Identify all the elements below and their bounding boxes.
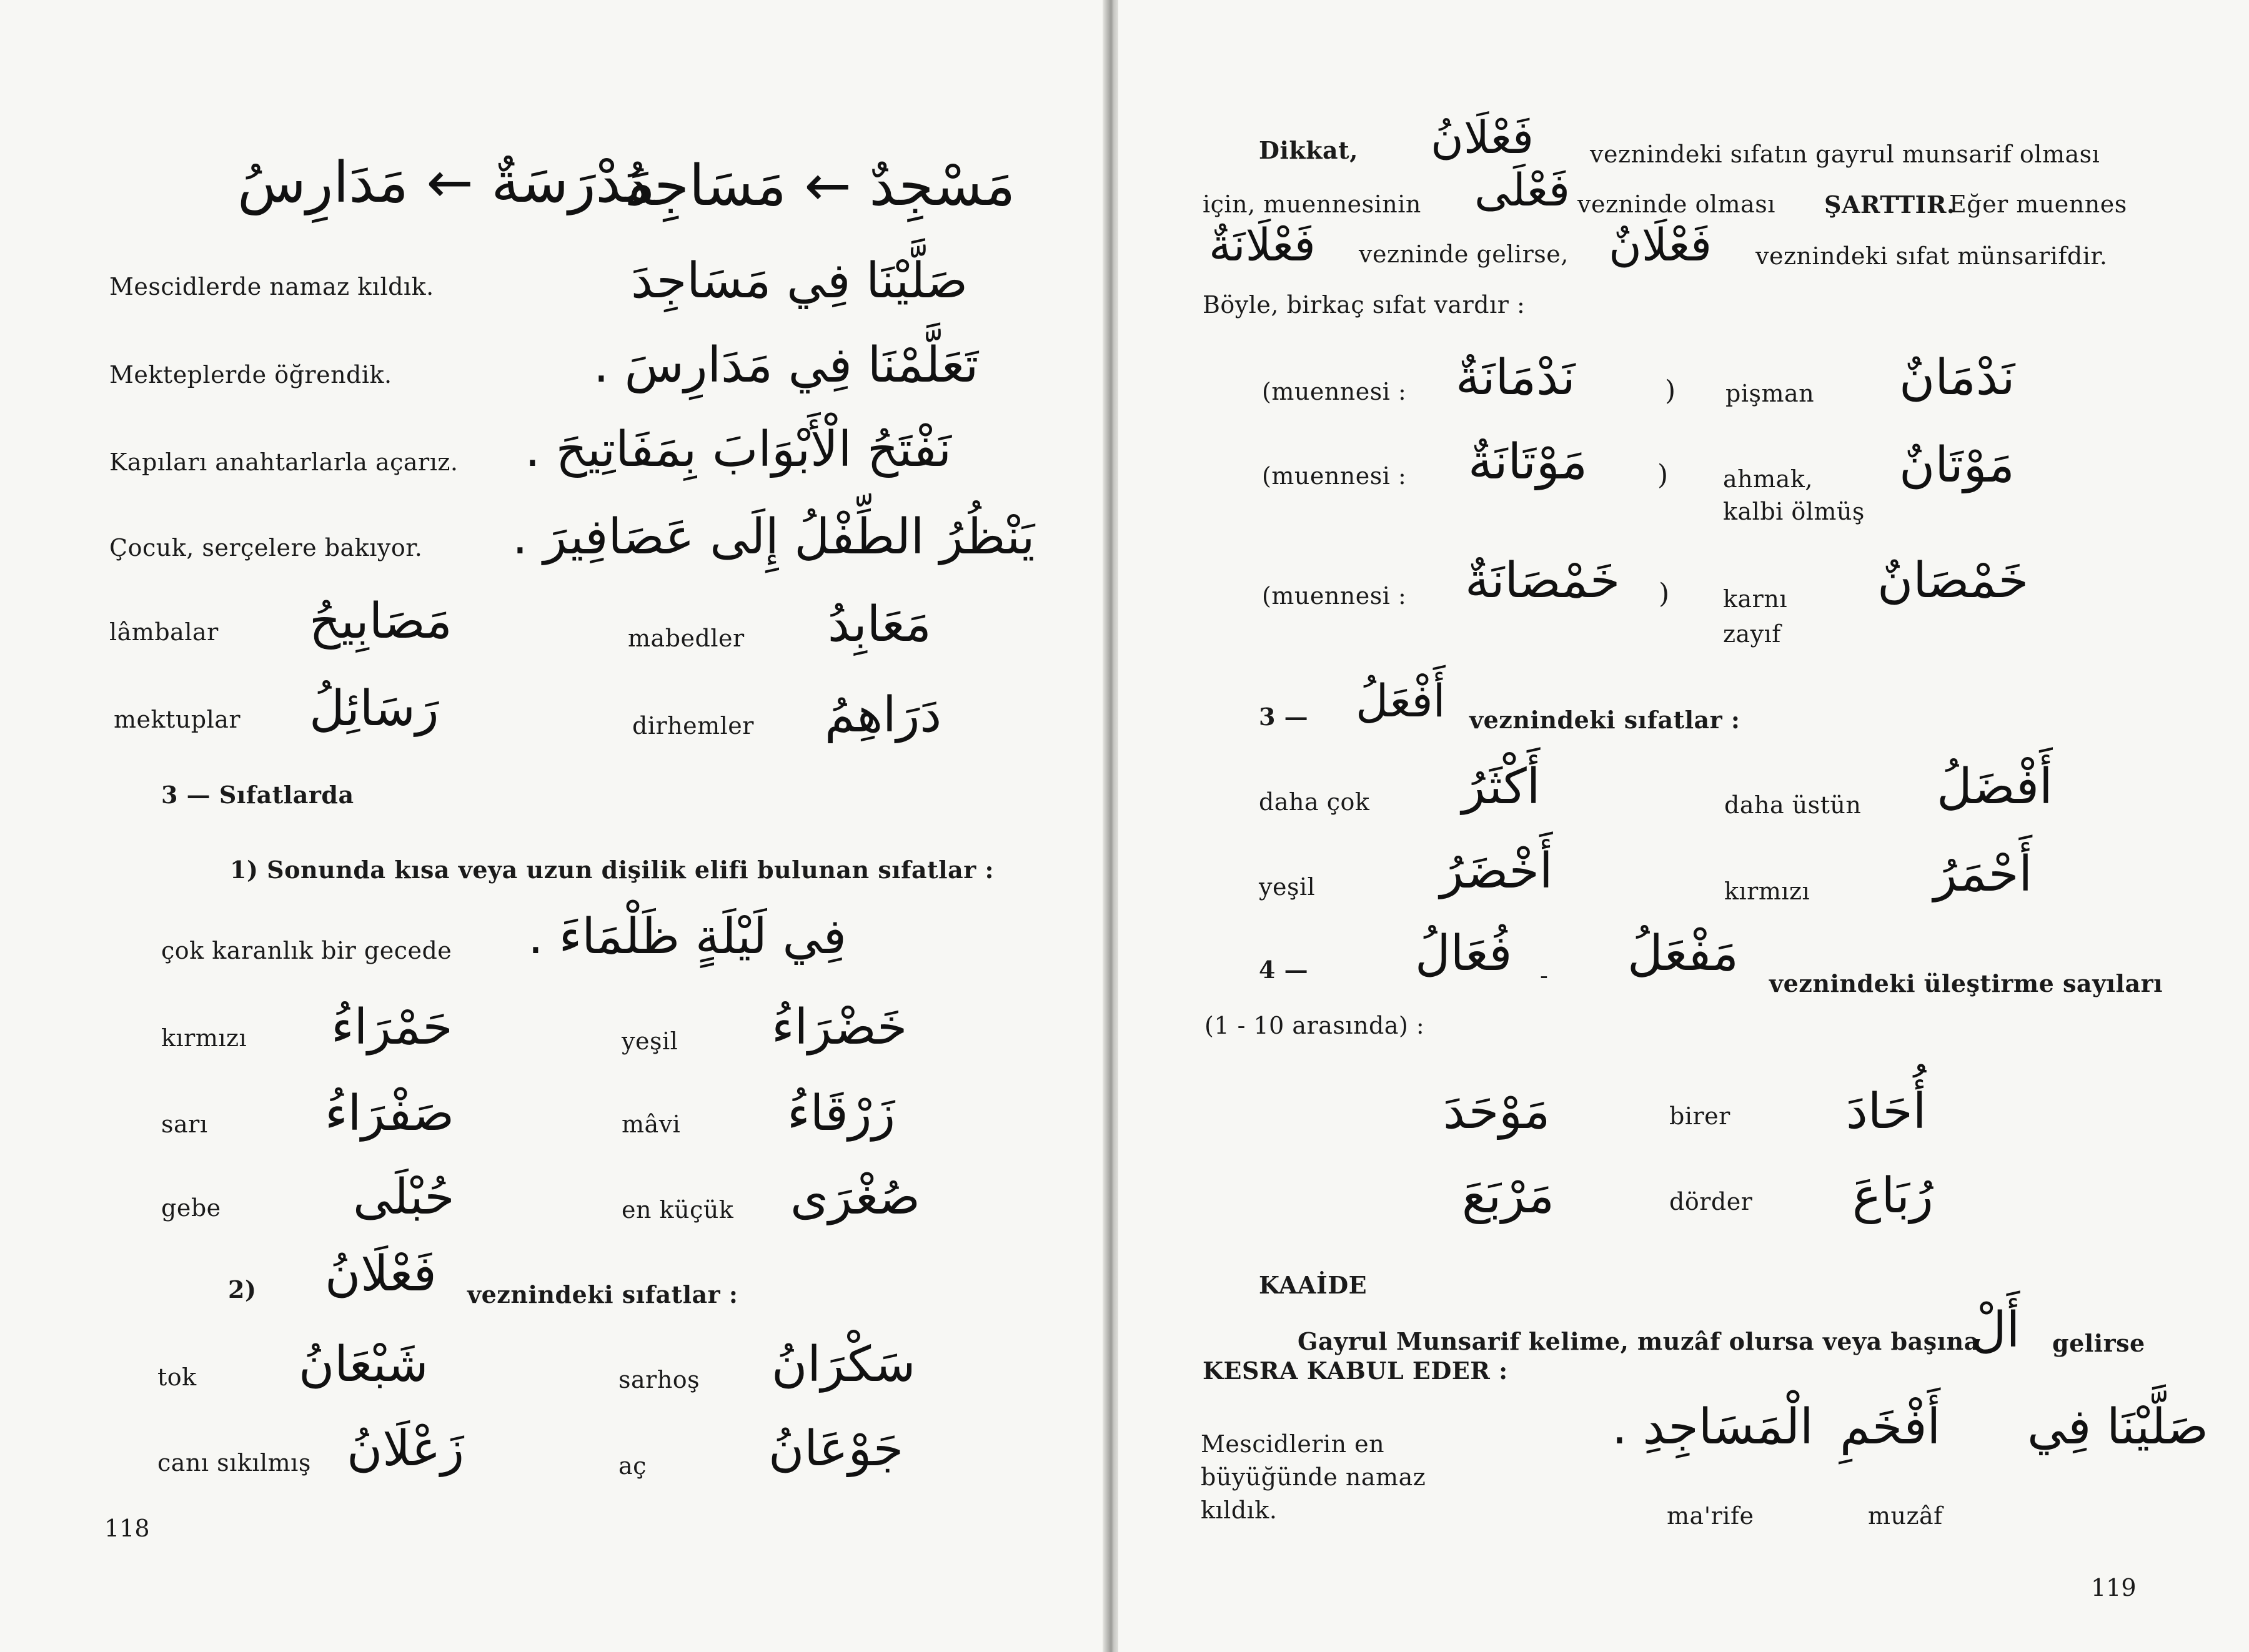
fa3lan-ar-shaban: شَبْعَانُ <box>299 1337 429 1393</box>
dikkat-label: Dikkat, <box>1259 136 1358 164</box>
kaide-gelirse: gelirse <box>2052 1329 2145 1357</box>
dikkat-text-1: veznindeki sıfatın gayrul munsarif olması <box>1590 141 2100 168</box>
muennes-fem-2: مَوْتَانَةٌ <box>1468 434 1588 490</box>
sentence-ar-1: صَلَّيْنَا فِي مَسَاجِدَ <box>631 253 968 309</box>
final-tr-1: Mescidlerin en <box>1201 1430 1385 1458</box>
adj-ar-hubla: حُبْلَى <box>353 1169 455 1225</box>
sentence-ar-2: تَعَلَّمْنَا فِي مَدَارِسَ . <box>593 337 979 393</box>
s3-text: veznindeki sıfatlar : <box>1469 706 1740 734</box>
muennes-paren-1: ) <box>1665 375 1676 407</box>
number-ar-uhad: أُحَادَ <box>1846 1084 1927 1140</box>
arabic-heading-mescid: مَسْجِدٌ ← مَسَاجِدُ <box>625 153 1016 219</box>
fa3lan-tr-cani-sikilmis: canı sıkılmış <box>157 1449 311 1476</box>
adj-tr-sari: sarı <box>161 1110 208 1138</box>
left-page <box>0 0 1106 1652</box>
dikkat-sart: ŞARTTIR. <box>1824 190 1955 219</box>
adj-tr-yesil: yeşil <box>622 1027 678 1055</box>
sentence-ar-3: نَفْتَحُ الْأَبْوَابَ بِمَفَاتِيحَ . <box>525 422 952 478</box>
adj-ar-hamra: حَمْرَاءُ <box>331 999 453 1056</box>
s4-ar-1: فُعَالُ <box>1415 926 1512 982</box>
kaide-line2: KESRA KABUL EDER : <box>1203 1357 1508 1385</box>
s4-dash: - <box>1540 962 1549 989</box>
s4-range: (1 - 10 arasında) : <box>1204 1012 1425 1039</box>
adj-ar-sugra: صُغْرَى <box>790 1169 920 1225</box>
af3al-tr-kirmizi: kırmızı <box>1724 878 1810 905</box>
af3al-tr-yesil: yeşil <box>1259 873 1316 901</box>
label-muzaf: muzâf <box>1868 1502 1943 1530</box>
sentence-tr-2: Mekteplerde öğrendik. <box>109 361 392 388</box>
subsection-2-ar: فَعْلَانُ <box>325 1246 437 1302</box>
number-tr-dorder: dörder <box>1669 1188 1753 1215</box>
sentence-tr-3: Kapıları anahtarlarla açarız. <box>109 448 459 476</box>
final-ar-2: أَفْخَمِ <box>1840 1399 1941 1455</box>
section-title-sifatlarda: 3 — Sıfatlarda <box>161 781 354 809</box>
fa3lan-tr-tok: tok <box>157 1363 197 1391</box>
plural-ar-derahim: دَرَاهِمُ <box>825 687 942 743</box>
dikkat-ar-1: فَعْلَانُ <box>1431 111 1534 164</box>
af3al-tr-daha-ustun: daha üstün <box>1724 791 1862 819</box>
kaide-line1: Gayrul Munsarif kelime, muzâf olursa veya başına <box>1298 1327 1980 1355</box>
adj-tr-gebe: gebe <box>161 1194 221 1222</box>
number-ar-mawhad: مَوْحَدَ <box>1443 1084 1551 1140</box>
dikkat-line4: Böyle, birkaç sıfat vardır : <box>1203 291 1526 319</box>
number-ar-marba: مَرْبَعَ <box>1462 1168 1555 1224</box>
final-tr-2: büyüğünde namaz <box>1201 1463 1426 1491</box>
dikkat-ar-3: فَعْلَانَةٌ <box>1209 219 1316 271</box>
adj-tr-kirmizi: kırmızı <box>161 1024 247 1052</box>
plural-tr-lambalar: lâmbalar <box>109 618 219 646</box>
af3al-ar-aksar: أَكْثَرُ <box>1462 759 1541 815</box>
example-ar: فِي لَيْلَةٍ ظَلْمَاءَ . <box>528 909 846 965</box>
sentence-ar-4: يَنْظُرُ الطِّفْلُ إِلَى عَصَافِيرَ . <box>512 509 1035 565</box>
dikkat-line2-a: için, muennesinin <box>1203 190 1421 218</box>
fa3lan-ar-zalan: زَعْلَانُ <box>347 1421 465 1477</box>
muennes-tr2-2: kalbi ölmüş <box>1723 498 1865 525</box>
dikkat-ar-4: فَعْلَانٌ <box>1609 219 1712 271</box>
muennes-fem-1: نَدْمَانَةٌ <box>1456 350 1576 406</box>
subsection-1-title: 1) Sonunda kısa veya uzun dişilik elifi bulunan sıfatlar : <box>230 856 995 884</box>
dikkat-line3-a: vezninde gelirse, <box>1359 240 1569 268</box>
muennes-tr-3: karnı <box>1723 585 1787 613</box>
subsection-2-label: 2) <box>228 1275 257 1303</box>
s4-ar-2: مَفْعَلُ <box>1627 926 1739 982</box>
sentence-tr-4: Çocuk, serçelere bakıyor. <box>109 534 423 561</box>
fa3lan-ar-sakran: سَكْرَانُ <box>772 1337 916 1393</box>
s4-label: 4 — <box>1259 956 1309 984</box>
page-number-right: 119 <box>2091 1574 2137 1601</box>
muennes-tr-2: ahmak, <box>1723 465 1813 493</box>
muennes-label-2: (muennesi : <box>1262 462 1407 490</box>
fa3lan-tr-ac: aç <box>618 1452 647 1480</box>
muennes-tr-1: pişman <box>1725 380 1815 407</box>
sentence-tr-1: Mescidlerde namaz kıldık. <box>109 273 434 300</box>
muennes-masc-1: نَدْمَانٌ <box>1899 350 2015 406</box>
muennes-paren-2: ) <box>1657 459 1669 491</box>
s4-text: veznindeki üleştirme sayıları <box>1769 969 2163 997</box>
adj-ar-zarqa: زَرْقَاءُ <box>787 1086 896 1142</box>
af3al-ar-ahdar: أَخْضَرُ <box>1440 843 1553 899</box>
dikkat-line2-b: vezninde olması <box>1577 190 1775 218</box>
subsection-2-text: veznindeki sıfatlar : <box>467 1280 738 1308</box>
dikkat-line3-b: veznindeki sıfat münsarifdir. <box>1755 242 2108 270</box>
adj-ar-safra: صَفْرَاءُ <box>325 1086 455 1142</box>
muennes-tr2-3: zayıf <box>1723 620 1781 648</box>
example-tr: çok karanlık bir gecede <box>161 937 452 964</box>
kaide-al: أَلْ <box>1971 1302 2020 1358</box>
adj-tr-en-kucuk: en küçük <box>622 1196 734 1224</box>
af3al-ar-afdal: أَفْضَلُ <box>1937 759 2053 815</box>
plural-ar-maabid: مَعَابِدُ <box>828 596 931 653</box>
adj-tr-mavi: mâvi <box>622 1110 681 1138</box>
fa3lan-ar-jawan: جَوْعَانُ <box>768 1421 904 1477</box>
plural-ar-masabih: مَصَابِيحُ <box>309 593 452 650</box>
page-number-left: 118 <box>104 1515 150 1542</box>
plural-tr-mabedler: mabedler <box>628 625 745 652</box>
muennes-fem-3: خَمْصَانَةٌ <box>1465 553 1621 609</box>
number-ar-ruba: رُبَاعَ <box>1852 1168 1934 1224</box>
final-ar-1: صَلَّيْنَا فِي <box>2027 1399 2208 1455</box>
af3al-tr-daha-cok: daha çok <box>1259 788 1370 816</box>
muennes-masc-3: خَمْصَانٌ <box>1877 553 2028 609</box>
arabic-heading-medrese: مَدْرَسَةٌ ← مَدَارِسُ <box>237 150 655 215</box>
plural-tr-dirhemler: dirhemler <box>632 712 754 739</box>
adj-ar-hadra: خَضْرَاءُ <box>772 999 908 1056</box>
fa3lan-tr-sarhos: sarhoş <box>618 1366 700 1393</box>
muennes-masc-2: مَوْتَانٌ <box>1899 437 2015 493</box>
s3-label: 3 — <box>1259 703 1309 731</box>
final-tr-3: kıldık. <box>1201 1496 1278 1524</box>
dikkat-line2-c: Eğer muennes <box>1949 190 2127 218</box>
kaide-title: KAAİDE <box>1259 1271 1368 1299</box>
muennes-paren-3: ) <box>1659 578 1670 610</box>
s3-ar: أَفْعَلُ <box>1356 675 1446 727</box>
plural-ar-resail: رَسَائِلُ <box>309 681 439 737</box>
plural-tr-mektuplar: mektuplar <box>114 706 241 733</box>
number-tr-birer: birer <box>1669 1102 1730 1130</box>
muennes-label-1: (muennesi : <box>1262 378 1407 405</box>
af3al-ar-ahmar: أَحْمَرُ <box>1934 846 2033 903</box>
label-marife: ma'rife <box>1667 1502 1754 1530</box>
dikkat-ar-2: فَعْلَى <box>1474 164 1570 216</box>
muennes-label-3: (muennesi : <box>1262 582 1407 610</box>
final-ar-3: الْمَسَاجِدِ . <box>1612 1399 1814 1455</box>
